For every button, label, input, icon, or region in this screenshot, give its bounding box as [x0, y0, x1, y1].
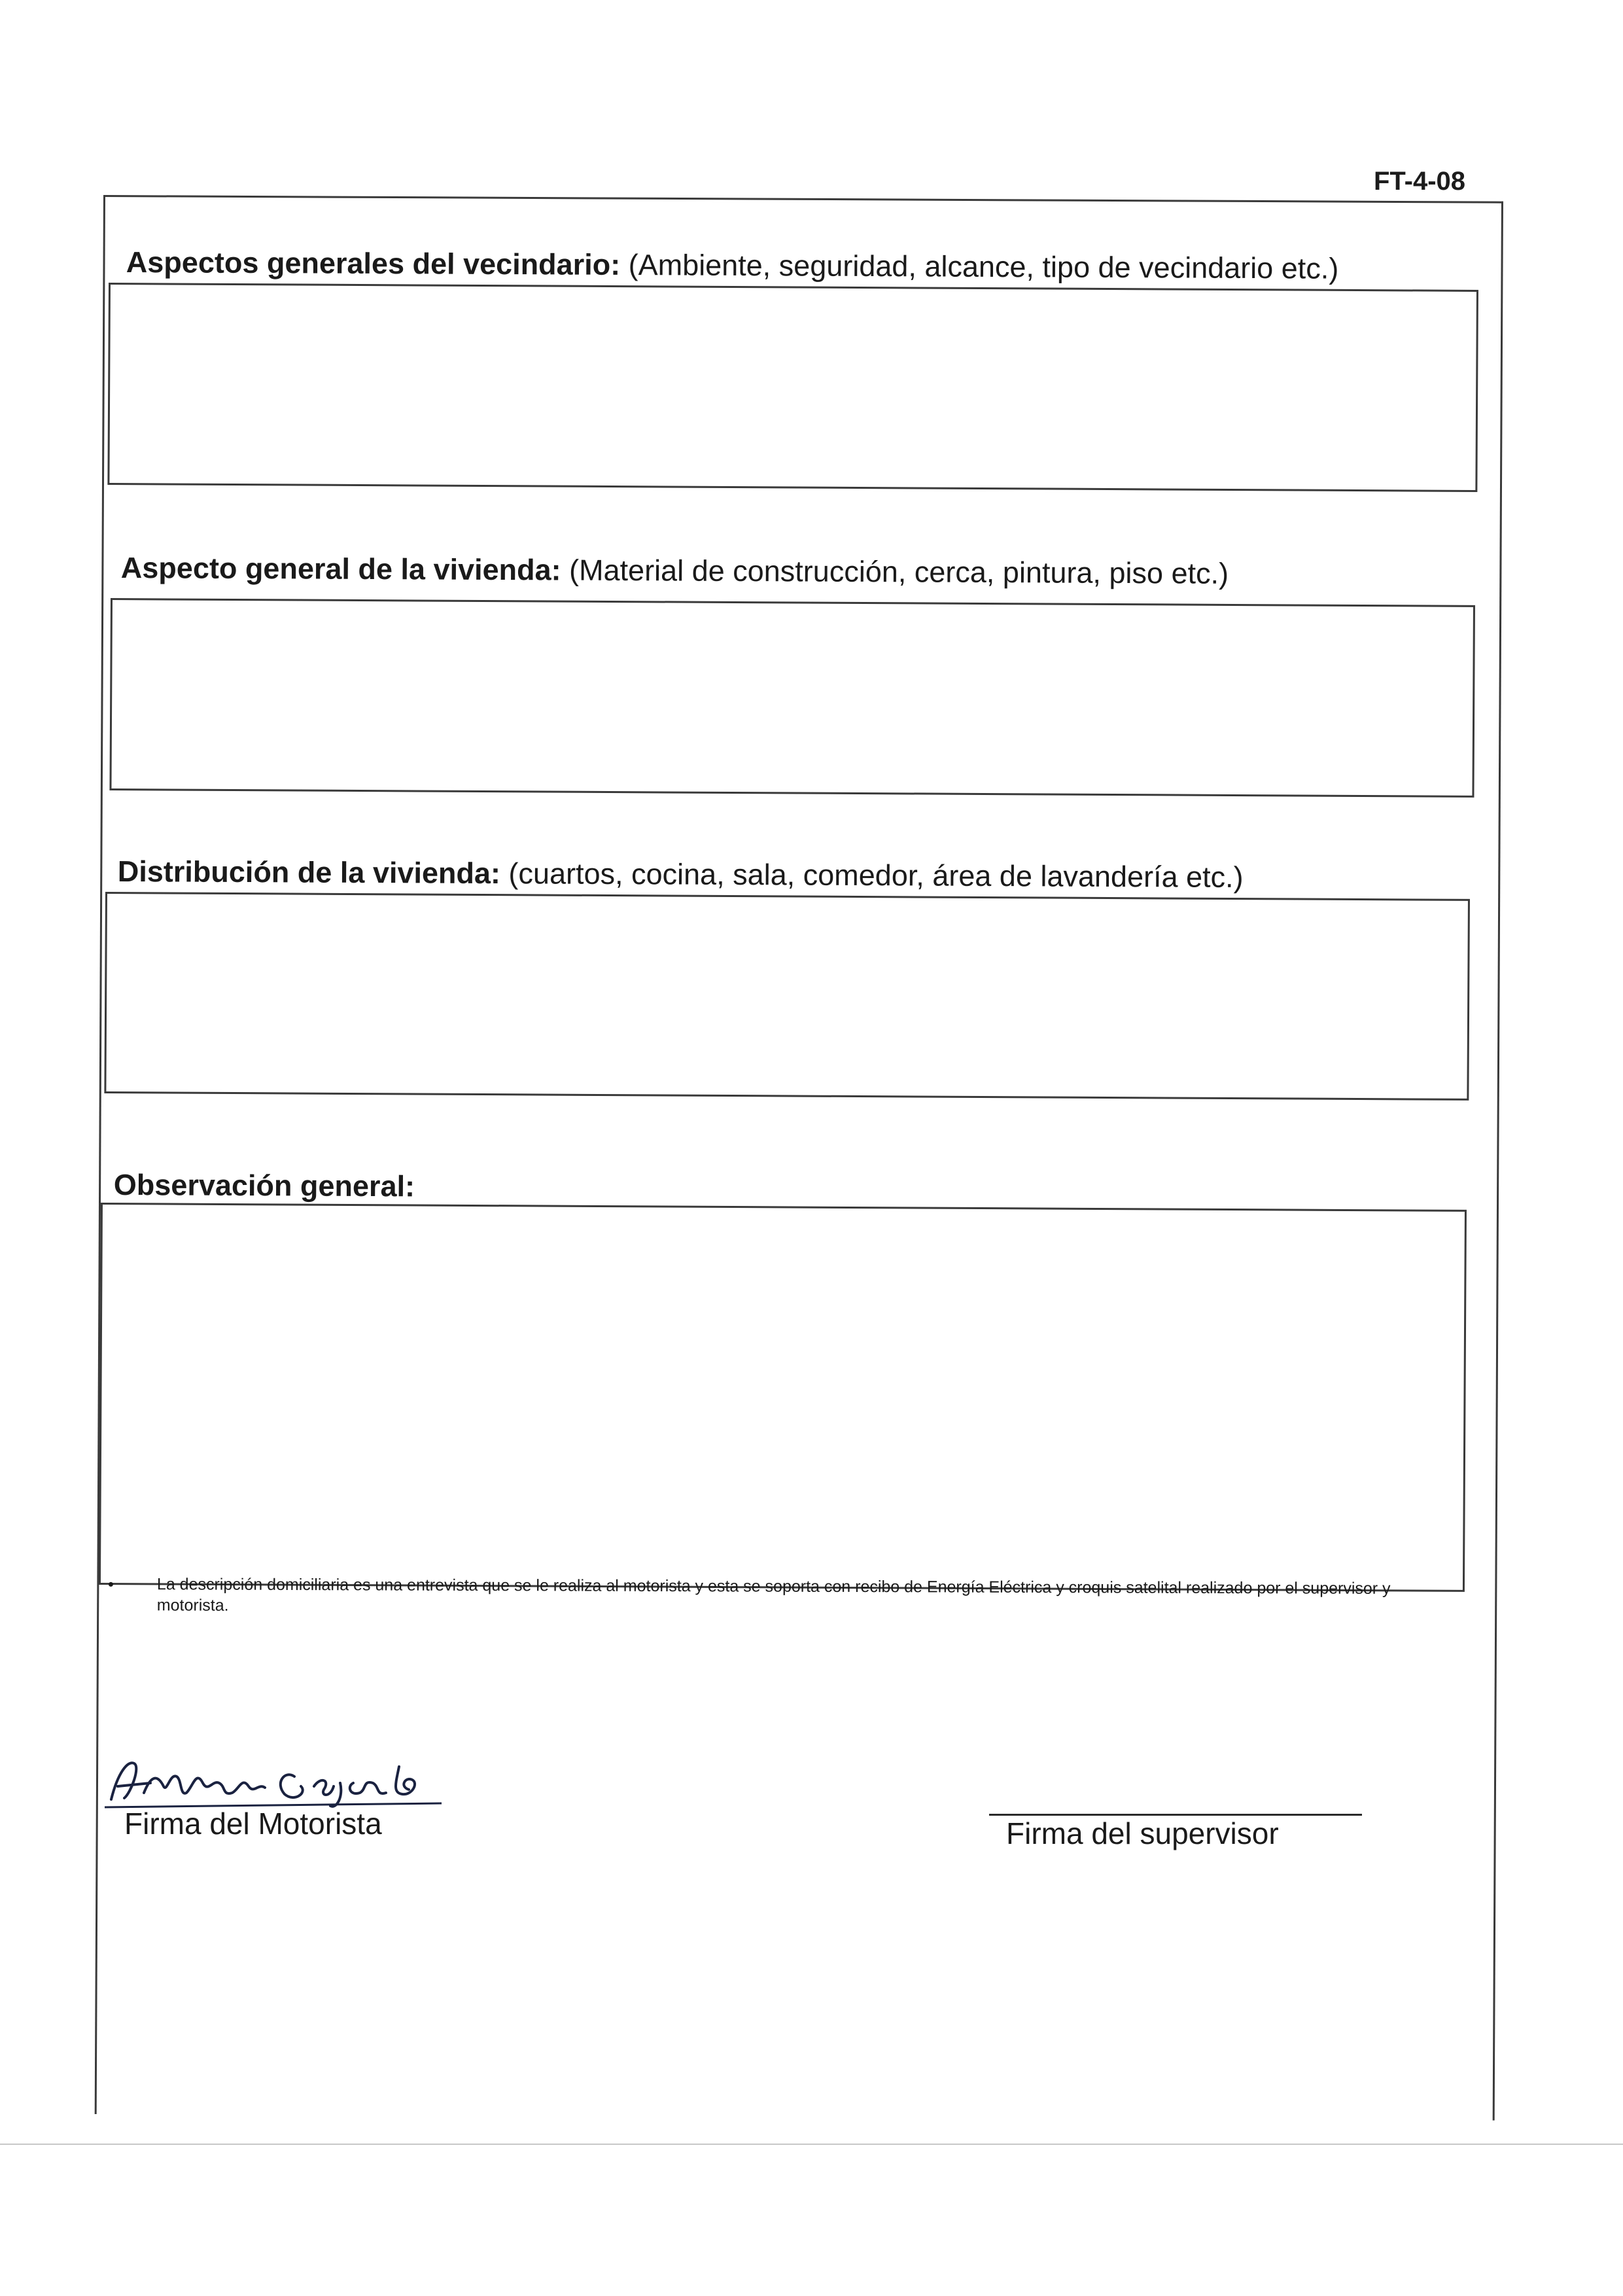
section-observation-label — [114, 1168, 415, 1203]
section-observation-field[interactable] — [99, 1203, 1467, 1592]
form-code: FT-4-08 — [1374, 167, 1466, 196]
footnote — [108, 1574, 1462, 1620]
section-neighborhood-hint: (Ambiente, seguridad, alcance, tipo de vecindario etc.) — [628, 248, 1339, 285]
section-distribution-hint: (cuartos, cocina, sala, comedor, área de lavandería etc.) — [508, 857, 1244, 894]
section-dwelling-hint: (Material de construcción, cerca, pintura, piso etc.) — [568, 553, 1229, 590]
section-neighborhood-label — [126, 245, 1339, 286]
section-observation-title: Observación general: — [113, 1168, 415, 1203]
bullet-icon: • — [107, 1574, 114, 1595]
section-neighborhood-title: Aspectos generales del vecindario: — [126, 245, 621, 281]
section-distribution-label — [118, 855, 1244, 894]
page-bottom-rule — [0, 2144, 1623, 2145]
section-dwelling-field[interactable] — [109, 598, 1475, 798]
footnote-text: La descripción domiciliaria es una entrevista que se le realiza al motorista y esta se soporta con recibo de Energía Eléctrica y croquis satelital realizado por el supervisor y motorista. — [156, 1575, 1391, 1615]
motorista-signature-label: Firma del Motorista — [124, 1807, 382, 1841]
motorista-signature — [105, 1747, 445, 1812]
section-distribution-title: Distribución de la vivienda: — [117, 855, 501, 891]
section-distribution-field[interactable] — [104, 892, 1470, 1101]
section-dwelling-label — [121, 551, 1229, 591]
supervisor-signature-label: Firma del supervisor — [1006, 1816, 1279, 1850]
section-dwelling-title: Aspecto general de la vivienda: — [120, 551, 561, 587]
section-neighborhood-field[interactable] — [107, 283, 1478, 492]
